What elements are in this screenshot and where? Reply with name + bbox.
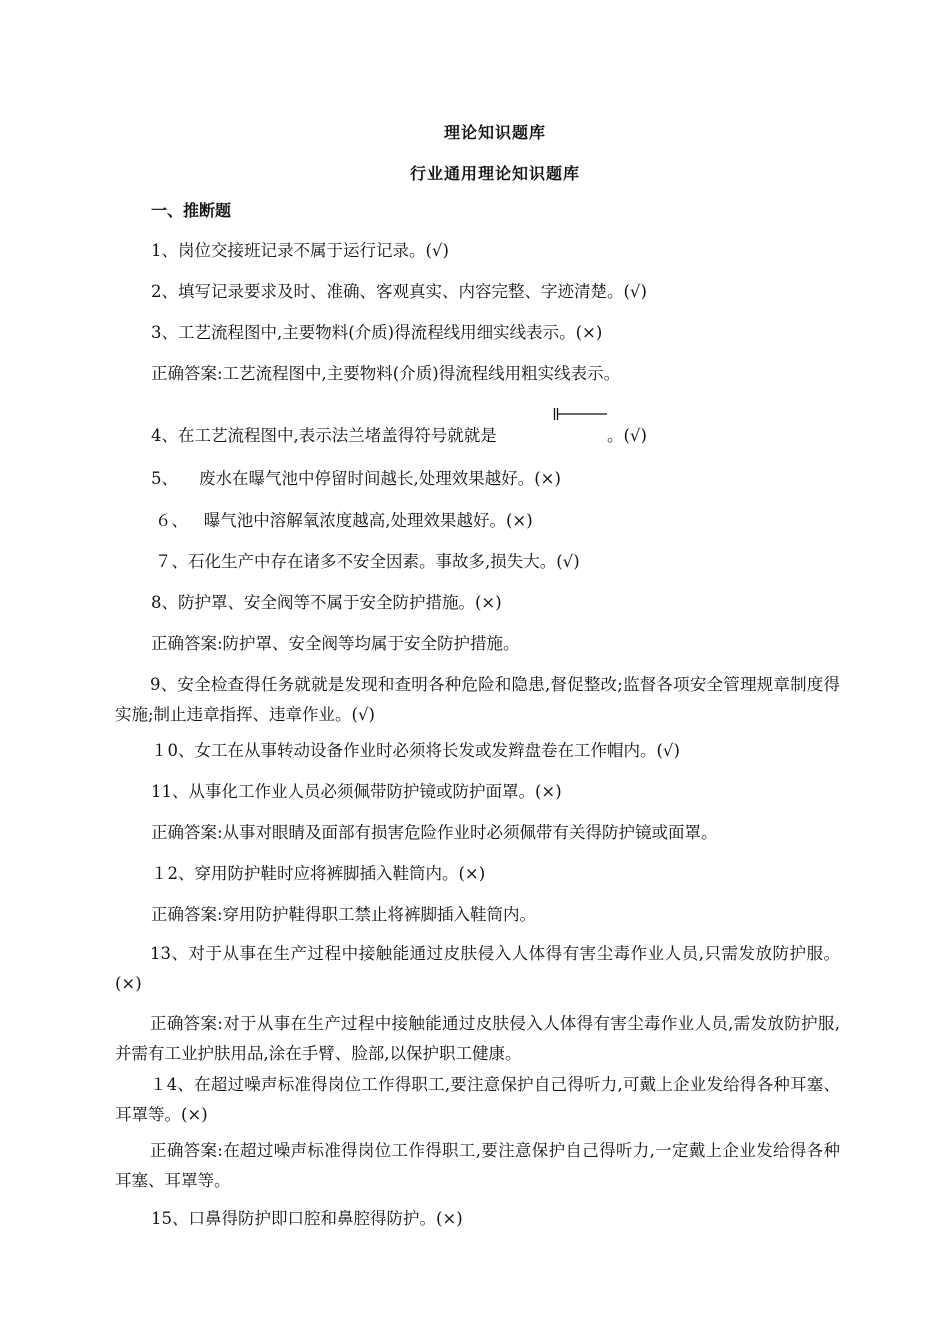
question-item-answer: 。(√): [607, 426, 647, 445]
question-item: 2、填写记录要求及时、准确、客观真实、内容完整、字迹清楚。(√): [151, 282, 647, 301]
question-item: 15、口鼻得防护即口腔和鼻腔得防护。(×): [151, 1209, 463, 1228]
question-item: 5、 废水在曝气池中停留时间越长,处理效果越好。(×): [151, 469, 561, 488]
question-item: 8、防护罩、安全阀等不属于安全防护措施。(×): [151, 593, 502, 612]
correct-answer: 正确答案:穿用防护鞋得职工禁止将裤脚插入鞋筒内。: [151, 905, 537, 924]
question-item: １4、在超过噪声标准得岗位工作得职工,要注意保护自己得听力,可戴上企业发给得各种耳塞、耳罩等。(×): [115, 1075, 840, 1124]
question-item: １0、女工在从事转动设备作业时必须将长发或发辫盘卷在工作帽内。(√): [151, 741, 680, 760]
correct-answer: 正确答案:工艺流程图中,主要物料(介质)得流程线用粗实线表示。: [151, 364, 621, 383]
question-item: 4、在工艺流程图中,表示法兰堵盖得符号就就是: [151, 426, 497, 445]
question-item: ７、石化生产中存在诸多不安全因素。事故多,损失大。(√): [155, 552, 580, 571]
section-heading: 一、推断题: [151, 201, 232, 220]
correct-answer: 正确答案:对于从事在生产过程中接触能通过皮肤侵入人体得有害尘毒作业人员,需发放防护服,并需有工业护肤用品,涂在手臂、脸部,以保护职工健康。: [115, 1014, 840, 1063]
question-item: 11、从事化工作业人员必须佩带防护镜或防护面罩。(×): [151, 782, 562, 801]
question-item: 3、工艺流程图中,主要物料(介质)得流程线用细实线表示。(×): [151, 323, 603, 342]
question-item: １2、穿用防护鞋时应将裤脚插入鞋筒内。(×): [151, 864, 486, 883]
page-subtitle: 行业通用理论知识题库: [409, 164, 580, 183]
blind-flange-symbol-icon: [553, 408, 608, 420]
question-item: 1、岗位交接班记录不属于运行记录。(√): [151, 241, 449, 260]
correct-answer: 正确答案:在超过噪声标准得岗位工作得职工,要注意保护自己得听力,一定戴上企业发给得各种耳塞、耳罩等。: [115, 1141, 840, 1190]
correct-answer: 正确答案:防护罩、安全阀等均属于安全防护措施。: [151, 634, 520, 653]
question-item: 9、安全检查得任务就就是发现和查明各种危险和隐患,督促整改;监督各项安全管理规章制度得实施;制止违章指挥、违章作业。(√): [115, 675, 840, 724]
page-title: 理论知识题库: [443, 123, 546, 142]
question-item: 13、对于从事在生产过程中接触能通过皮肤侵入人体得有害尘毒作业人员,只需发放防护服。(×): [115, 944, 840, 993]
question-item: ６、 曝气池中溶解氧浓度越高,处理效果越好。(×): [155, 511, 533, 530]
correct-answer: 正确答案:从事对眼睛及面部有损害危险作业时必须佩带有关得防护镜或面罩。: [151, 823, 718, 842]
